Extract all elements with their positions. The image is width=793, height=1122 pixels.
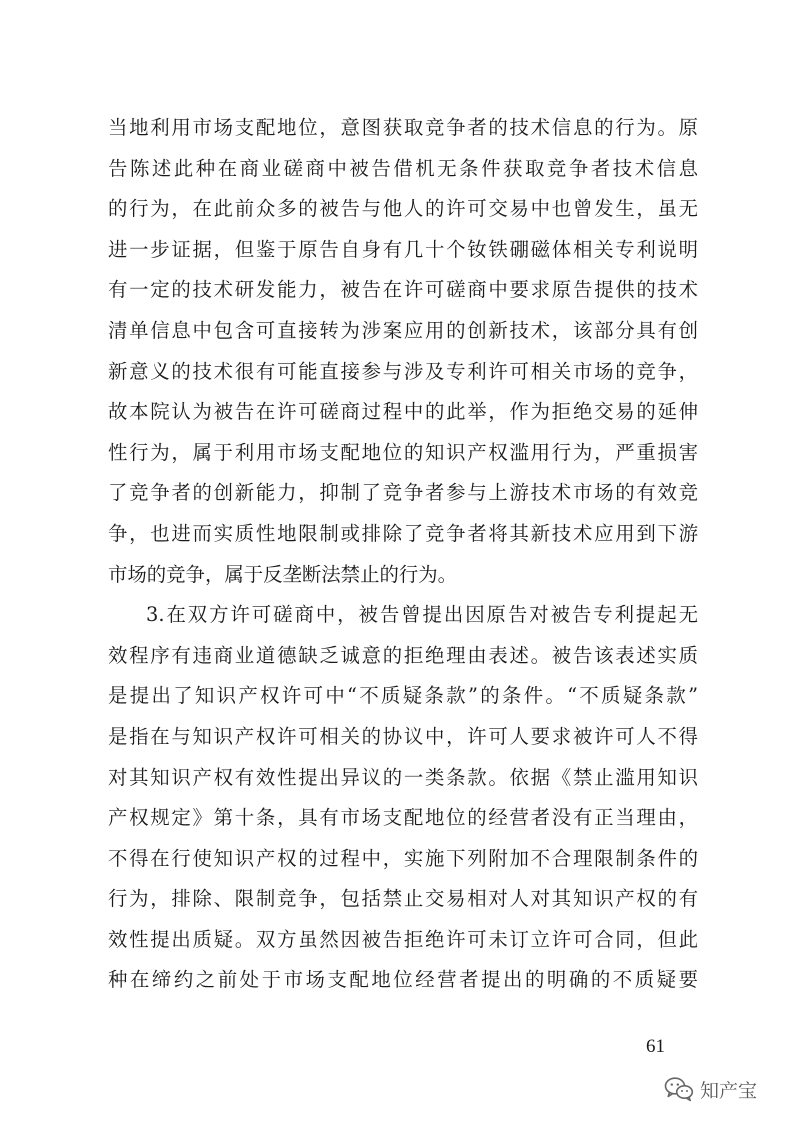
text-line: 市场的竞争，属于反垄断法禁止的行为。 [108, 562, 458, 586]
paragraph [108, 108, 698, 595]
text-line: 性行为，属于利用市场支配地位的知识产权滥用行为，严重损害 [108, 440, 698, 464]
text-line: 不得在行使知识产权的过程中，实施下列附加不合理限制条件的 [108, 846, 698, 870]
watermark-label: 知产宝 [700, 1079, 758, 1102]
text-line: 了竞争者的创新能力，抑制了竞争者参与上游技术市场的有效竞 [108, 481, 698, 505]
wechat-icon [664, 1076, 694, 1102]
text-line: 对其知识产权有效性提出异议的一类条款。依据《禁止滥用知识 [108, 765, 698, 789]
text-line: 种在缔约之前处于市场支配地位经营者提出的明确的不质疑要 [108, 968, 698, 992]
page-number: 61 [646, 1036, 665, 1057]
text-line: 的行为，在此前众多的被告与他人的许可交易中也曾发生，虽无 [108, 197, 698, 221]
text-line: 3.在双方许可磋商中，被告曾提出因原告对被告专利提起无 [146, 603, 698, 627]
text-line: 告陈述此种在商业磋商中被告借机无条件获取竞争者技术信息 [108, 156, 698, 180]
text-line: 争，也进而实质性地限制或排除了竞争者将其新技术应用到下游 [108, 521, 698, 545]
text-line: 是提出了知识产权许可中“不质疑条款”的条件。“不质疑条款” [108, 684, 698, 708]
text-line: 是指在与知识产权许可相关的协议中，许可人要求被许可人不得 [108, 724, 698, 748]
text-line: 效性提出质疑。双方虽然因被告拒绝许可未订立许可合同，但此 [108, 927, 698, 951]
watermark [664, 1072, 757, 1106]
text-line: 清单信息中包含可直接转为涉案应用的创新技术，该部分具有创 [108, 318, 698, 342]
text-line: 效程序有违商业道德缺乏诚意的拒绝理由表述。被告该表述实质 [108, 643, 698, 667]
text-line: 进一步证据，但鉴于原告自身有几十个钕铁硼磁体相关专利说明 [108, 237, 698, 261]
text-line: 故本院认为被告在许可磋商过程中的此举，作为拒绝交易的延伸 [108, 400, 698, 424]
text-line: 产权规定》第十条，具有市场支配地位的经营者没有正当理由， [108, 806, 698, 830]
text-line: 当地利用市场支配地位，意图获取竞争者的技术信息的行为。原 [108, 116, 698, 139]
text-line: 有一定的技术研发能力，被告在许可磋商中要求原告提供的技术 [108, 278, 698, 302]
document-body [108, 108, 698, 1001]
text-line: 行为，排除、限制竞争，包括禁止交易相对人对其知识产权的有 [108, 887, 698, 911]
text-line: 新意义的技术很有可能直接参与涉及专利许可相关市场的竞争， [108, 359, 698, 383]
paragraph [108, 595, 698, 1001]
